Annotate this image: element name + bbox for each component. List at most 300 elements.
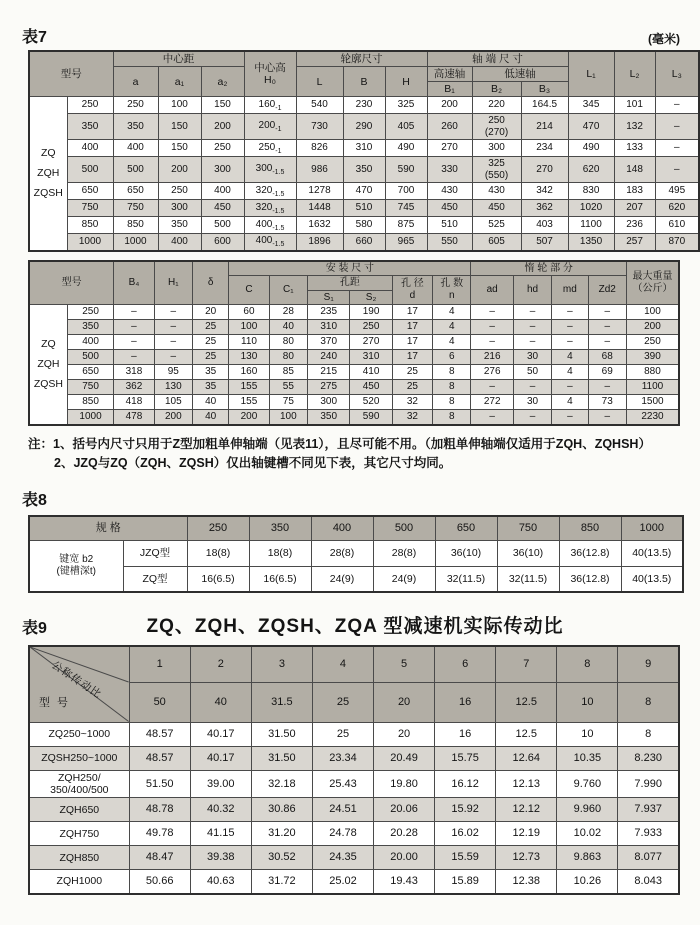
diagonal-label-model: 型 号 <box>39 697 71 710</box>
table-row <box>29 365 679 380</box>
col-header-B1: B₁ <box>427 82 472 97</box>
row-label-cell: 350 <box>67 320 113 335</box>
data-cell: 965 <box>385 234 427 251</box>
row-label-cell: 500 <box>67 157 113 183</box>
row-label-cell: ZQH650 <box>29 798 129 822</box>
row-label-cell: 650 <box>67 365 113 380</box>
data-cell: 32.18 <box>251 770 312 797</box>
col-header-center-distance: 中心距 <box>113 51 244 67</box>
data-cell: 470 <box>343 183 385 200</box>
col-header-ratio-25: 25 <box>312 682 373 722</box>
col-header-hd: hd <box>513 276 551 305</box>
data-cell: – <box>655 114 699 140</box>
data-cell: – <box>552 320 588 335</box>
data-cell: 30.52 <box>251 846 312 870</box>
data-cell: 350 <box>113 114 158 140</box>
data-cell: 418 <box>114 395 154 410</box>
data-cell: 75 <box>269 395 307 410</box>
data-cell: 15.75 <box>435 746 496 770</box>
data-cell: 234 <box>521 140 568 157</box>
col-header-hole-diameter <box>392 276 432 305</box>
data-cell: 520 <box>350 395 392 410</box>
data-cell: 8 <box>618 722 679 746</box>
data-cell: – <box>154 320 192 335</box>
data-cell: 250 <box>201 140 244 157</box>
col-header-low-speed-shaft: 低速轴 <box>472 67 568 82</box>
data-cell: 880 <box>626 365 679 380</box>
data-cell: 325 (550) <box>472 157 521 183</box>
col-header-ratio-40: 40 <box>190 682 251 722</box>
data-cell: 620 <box>568 157 614 183</box>
data-cell: 20 <box>192 305 228 320</box>
data-cell: 25 <box>392 380 432 395</box>
data-cell: 850 <box>113 217 158 234</box>
data-cell: 28 <box>269 305 307 320</box>
model-group-cell: 键宽 b2 (键槽深t) <box>29 540 123 592</box>
data-cell: 101 <box>614 97 655 114</box>
data-cell: 15.92 <box>435 798 496 822</box>
data-cell: 85 <box>269 365 307 380</box>
table9-titlebar <box>22 611 682 638</box>
table7-label: 表7 <box>22 29 47 46</box>
data-cell: 345 <box>568 97 614 114</box>
col-header-spec-750: 750 <box>497 516 559 540</box>
data-cell: 68 <box>588 350 626 365</box>
col-header-idx-3: 3 <box>251 646 312 682</box>
col-header-max-weight <box>626 261 679 305</box>
data-cell: 25.02 <box>312 870 373 894</box>
col-header-hole-distance: 孔距 <box>308 276 393 291</box>
col-header-S1: S₁ <box>308 290 350 305</box>
data-cell: 240 <box>308 350 350 365</box>
data-cell: 330 <box>427 157 472 183</box>
data-cell: 17 <box>392 350 432 365</box>
data-cell: 350 <box>308 410 350 425</box>
col-header-B: B <box>343 67 385 97</box>
data-cell: – <box>588 305 626 320</box>
data-cell: 310 <box>350 350 392 365</box>
data-cell: 39.38 <box>190 846 251 870</box>
data-cell: 31.50 <box>251 722 312 746</box>
col-header-idx-6: 6 <box>435 646 496 682</box>
col-header-idx-5: 5 <box>374 646 435 682</box>
data-cell: 250 <box>350 320 392 335</box>
data-cell: 12.64 <box>496 746 557 770</box>
data-cell: 16.12 <box>435 770 496 797</box>
data-cell: 216 <box>471 350 513 365</box>
data-cell: 478 <box>114 410 154 425</box>
header-row <box>29 646 679 682</box>
data-cell: 730 <box>296 114 343 140</box>
table-row <box>29 97 699 114</box>
col-header-C: C <box>229 276 269 305</box>
data-cell: 155 <box>229 395 269 410</box>
data-cell: 24(9) <box>373 566 435 592</box>
center-height-text: 中心高 <box>254 61 286 74</box>
header-row <box>29 51 699 67</box>
row-label-cell: ZQH850 <box>29 846 129 870</box>
data-cell: 250 <box>158 183 201 200</box>
col-header-spec: 规 格 <box>29 516 187 540</box>
table9-title: ZQ、ZQH、ZQSH、ZQA 型减速机实际传动比 <box>146 616 564 638</box>
data-cell: 400 <box>113 140 158 157</box>
row-label-cell: 1000 <box>67 234 113 251</box>
data-cell: 8.230 <box>618 746 679 770</box>
data-cell: 69 <box>588 365 626 380</box>
col-header-ratio-10: 10 <box>557 682 618 722</box>
table-row <box>29 114 699 140</box>
data-cell: 310 <box>343 140 385 157</box>
data-cell: – <box>154 350 192 365</box>
data-cell: 10 <box>557 722 618 746</box>
data-cell: 40 <box>192 395 228 410</box>
data-cell: 28(8) <box>373 540 435 566</box>
col-header-ratio-20: 20 <box>374 682 435 722</box>
data-cell: 1020 <box>568 200 614 217</box>
col-header-spec-400: 400 <box>311 516 373 540</box>
data-cell: $400_{-1.5}$ <box>244 217 296 234</box>
data-cell: 8.077 <box>618 846 679 870</box>
col-header-L2: L₂ <box>614 51 655 97</box>
data-cell: 830 <box>568 183 614 200</box>
data-cell: 9.960 <box>557 798 618 822</box>
col-header-center-height <box>244 51 296 97</box>
col-header-C1: C₁ <box>269 276 307 305</box>
data-cell: 260 <box>427 114 472 140</box>
data-cell: 12.38 <box>496 870 557 894</box>
col-header-shaft-end: 轴 端 尺 寸 <box>427 51 568 67</box>
col-header-L1: L₁ <box>568 51 614 97</box>
data-cell: 95 <box>154 365 192 380</box>
data-cell: 450 <box>350 380 392 395</box>
data-cell: 12.5 <box>496 722 557 746</box>
table-row <box>29 798 679 822</box>
data-cell: 35 <box>192 365 228 380</box>
row-label-cell: 750 <box>67 200 113 217</box>
data-cell: 230 <box>343 97 385 114</box>
data-cell: 150 <box>201 97 244 114</box>
data-cell: 80 <box>269 335 307 350</box>
data-cell: – <box>655 140 699 157</box>
data-cell: 8 <box>433 410 471 425</box>
data-cell: 235 <box>308 305 350 320</box>
data-cell: 12.19 <box>496 822 557 846</box>
table-row <box>29 746 679 770</box>
table8-keyway <box>28 515 684 593</box>
data-cell: 300 <box>472 140 521 157</box>
data-cell: 41.15 <box>190 822 251 846</box>
data-cell: – <box>513 410 551 425</box>
data-cell: 1448 <box>296 200 343 217</box>
col-header-idx-9: 9 <box>618 646 679 682</box>
data-cell: 17 <box>392 320 432 335</box>
data-cell: 25 <box>392 365 432 380</box>
data-cell: 580 <box>343 217 385 234</box>
data-cell: 4 <box>433 305 471 320</box>
diagonal-header-cell <box>29 646 129 722</box>
col-header-H1: H₁ <box>154 261 192 305</box>
data-cell: 55 <box>269 380 307 395</box>
data-cell: 1100 <box>568 217 614 234</box>
col-header-hole-count <box>433 276 471 305</box>
data-cell: 610 <box>655 217 699 234</box>
data-cell: 36(12.8) <box>559 566 621 592</box>
data-cell: 276 <box>471 365 513 380</box>
data-cell: 257 <box>614 234 655 251</box>
data-cell: 250 <box>113 97 158 114</box>
table-row <box>29 540 683 566</box>
data-cell: 400 <box>201 183 244 200</box>
data-cell: 10.02 <box>557 822 618 846</box>
data-cell: 4 <box>552 350 588 365</box>
data-cell: 18(8) <box>249 540 311 566</box>
data-cell: 8 <box>433 395 471 410</box>
data-cell: – <box>588 380 626 395</box>
data-cell: 40.17 <box>190 746 251 770</box>
col-header-install: 安 装 尺 寸 <box>229 261 471 276</box>
table7-titlebar <box>22 24 682 47</box>
data-cell: 25 <box>192 320 228 335</box>
data-cell: – <box>471 335 513 350</box>
data-cell: – <box>471 320 513 335</box>
data-cell: 10.35 <box>557 746 618 770</box>
col-header-H: H <box>385 67 427 97</box>
data-cell: 1100 <box>626 380 679 395</box>
data-cell: 215 <box>308 365 350 380</box>
data-cell: 160 <box>229 365 269 380</box>
table-row <box>29 395 679 410</box>
row-label-cell: 850 <box>67 395 113 410</box>
table-row <box>29 234 699 251</box>
data-cell: 7.990 <box>618 770 679 797</box>
table-row <box>29 822 679 846</box>
data-cell: 4 <box>433 320 471 335</box>
table-row <box>29 722 679 746</box>
data-cell: 270 <box>521 157 568 183</box>
table-row <box>29 350 679 365</box>
data-cell: 130 <box>229 350 269 365</box>
data-cell: 550 <box>427 234 472 251</box>
data-cell: – <box>552 305 588 320</box>
data-cell: 490 <box>568 140 614 157</box>
data-cell: 362 <box>521 200 568 217</box>
row-label-cell: 400 <box>67 335 113 350</box>
data-cell: $300_{-1.5}$ <box>244 157 296 183</box>
data-cell: 362 <box>114 380 154 395</box>
col-header-ratio-8: 8 <box>618 682 679 722</box>
data-cell: 1500 <box>626 395 679 410</box>
data-cell: 490 <box>385 140 427 157</box>
col-header-L3: L₃ <box>655 51 699 97</box>
data-cell: – <box>655 97 699 114</box>
hole-diameter-symbol: d <box>409 290 416 302</box>
data-cell: 405 <box>385 114 427 140</box>
data-cell: – <box>588 320 626 335</box>
data-cell: 430 <box>472 183 521 200</box>
table-row <box>29 380 679 395</box>
data-cell: 300 <box>158 200 201 217</box>
data-cell: 48.78 <box>129 798 190 822</box>
data-cell: 342 <box>521 183 568 200</box>
data-cell: 20 <box>374 722 435 746</box>
diagonal-label-nominal-ratio: 公称传动比 <box>49 659 104 702</box>
col-header-B3: B₃ <box>521 82 568 97</box>
row-label-cell: ZQ型 <box>123 566 187 592</box>
data-cell: 48.47 <box>129 846 190 870</box>
data-cell: 17 <box>392 305 432 320</box>
data-cell: 390 <box>626 350 679 365</box>
data-cell: 6 <box>433 350 471 365</box>
data-cell: – <box>114 335 154 350</box>
data-cell: 450 <box>472 200 521 217</box>
row-label-cell: 400 <box>67 140 113 157</box>
table-row <box>29 870 679 894</box>
data-cell: 25 <box>192 350 228 365</box>
data-cell: 148 <box>614 157 655 183</box>
data-cell: 350 <box>158 217 201 234</box>
data-cell: 150 <box>158 114 201 140</box>
data-cell: 270 <box>427 140 472 157</box>
data-cell: 300 <box>201 157 244 183</box>
data-cell: 1632 <box>296 217 343 234</box>
data-cell: 155 <box>229 380 269 395</box>
data-cell: 130 <box>154 380 192 395</box>
data-cell: 500 <box>113 157 158 183</box>
data-cell: 300 <box>308 395 350 410</box>
data-cell: 31.72 <box>251 870 312 894</box>
col-header-ratio-31.5: 31.5 <box>251 682 312 722</box>
row-label-cell: 650 <box>67 183 113 200</box>
hole-diameter-text: 孔 径 <box>401 278 424 290</box>
data-cell: 1000 <box>113 234 158 251</box>
data-cell: 12.13 <box>496 770 557 797</box>
table-row <box>29 183 699 200</box>
table-row <box>29 320 679 335</box>
data-cell: 100 <box>626 305 679 320</box>
data-cell: 31.50 <box>251 746 312 770</box>
data-cell: – <box>114 305 154 320</box>
data-cell: 49.78 <box>129 822 190 846</box>
data-cell: 100 <box>269 410 307 425</box>
data-cell: 507 <box>521 234 568 251</box>
data-cell: – <box>154 335 192 350</box>
data-cell: 9.863 <box>557 846 618 870</box>
table-row <box>29 770 679 797</box>
data-cell: 318 <box>114 365 154 380</box>
data-cell: 25 <box>192 335 228 350</box>
data-cell: 48.57 <box>129 746 190 770</box>
max-weight-text: 最大重量 <box>632 270 673 282</box>
table-row <box>29 305 679 320</box>
data-cell: 19.80 <box>374 770 435 797</box>
data-cell: 24.51 <box>312 798 373 822</box>
table-row <box>29 335 679 350</box>
data-cell: 875 <box>385 217 427 234</box>
data-cell: – <box>655 157 699 183</box>
model-group-cell: ZQ ZQH ZQSH <box>29 305 67 425</box>
data-cell: 50 <box>513 365 551 380</box>
data-cell: 100 <box>229 320 269 335</box>
data-cell: 25.43 <box>312 770 373 797</box>
data-cell: 18(8) <box>187 540 249 566</box>
data-cell: – <box>471 410 513 425</box>
data-cell: – <box>513 335 551 350</box>
table-row <box>29 566 683 592</box>
data-cell: 500 <box>201 217 244 234</box>
data-cell: 590 <box>350 410 392 425</box>
data-cell: 40.17 <box>190 722 251 746</box>
data-cell: 370 <box>308 335 350 350</box>
col-header-ratio-50: 50 <box>129 682 190 722</box>
data-cell: 430 <box>427 183 472 200</box>
data-cell: 410 <box>350 365 392 380</box>
col-header-idler: 惰 轮 部 分 <box>471 261 626 276</box>
header-row <box>29 261 679 276</box>
data-cell: 495 <box>655 183 699 200</box>
col-header-B2: B₂ <box>472 82 521 97</box>
data-cell: 200 <box>229 410 269 425</box>
col-header-spec-500: 500 <box>373 516 435 540</box>
row-label-cell: ZQH750 <box>29 822 129 846</box>
col-header-idx-4: 4 <box>312 646 373 682</box>
data-cell: 4 <box>433 335 471 350</box>
data-cell: 870 <box>655 234 699 251</box>
data-cell: 700 <box>385 183 427 200</box>
data-cell: 290 <box>343 114 385 140</box>
data-cell: – <box>154 305 192 320</box>
max-weight-unit: （公斤） <box>632 282 673 294</box>
table-row <box>29 200 699 217</box>
data-cell: – <box>513 320 551 335</box>
data-cell: 200 <box>626 320 679 335</box>
data-cell: 16 <box>435 722 496 746</box>
data-cell: $250_{-1}$ <box>244 140 296 157</box>
data-cell: 23.34 <box>312 746 373 770</box>
data-cell: – <box>114 320 154 335</box>
data-cell: 40 <box>269 320 307 335</box>
data-cell: 10.26 <box>557 870 618 894</box>
data-cell: 986 <box>296 157 343 183</box>
data-cell: 24(9) <box>311 566 373 592</box>
data-cell: 4 <box>552 365 588 380</box>
data-cell: 150 <box>158 140 201 157</box>
table9-transmission-ratio <box>28 645 680 894</box>
data-cell: – <box>114 350 154 365</box>
data-cell: 73 <box>588 395 626 410</box>
col-header-spec-250: 250 <box>187 516 249 540</box>
data-cell: 20.28 <box>374 822 435 846</box>
note-line-1: 注：1、括号内尺寸只用于Z型加粗单伸轴端（见表11），且尽可能不用。（加粗单伸轴端仅适用于ZQH、ZQHSH） <box>28 436 651 451</box>
data-cell: 540 <box>296 97 343 114</box>
data-cell: 8 <box>433 365 471 380</box>
col-header-idx-8: 8 <box>557 646 618 682</box>
data-cell: 105 <box>154 395 192 410</box>
data-cell: 272 <box>471 395 513 410</box>
data-cell: 16(6.5) <box>249 566 311 592</box>
data-cell: 236 <box>614 217 655 234</box>
col-header-spec-850: 850 <box>559 516 621 540</box>
data-cell: 275 <box>308 380 350 395</box>
row-label-cell: 250 <box>67 305 113 320</box>
table8-label: 表8 <box>22 492 47 510</box>
data-cell: 50.66 <box>129 870 190 894</box>
data-cell: 40(13.5) <box>621 540 683 566</box>
data-cell: 7.933 <box>618 822 679 846</box>
data-cell: 510 <box>427 217 472 234</box>
data-cell: – <box>471 305 513 320</box>
hole-count-symbol: n <box>449 290 455 302</box>
notes <box>28 435 688 474</box>
